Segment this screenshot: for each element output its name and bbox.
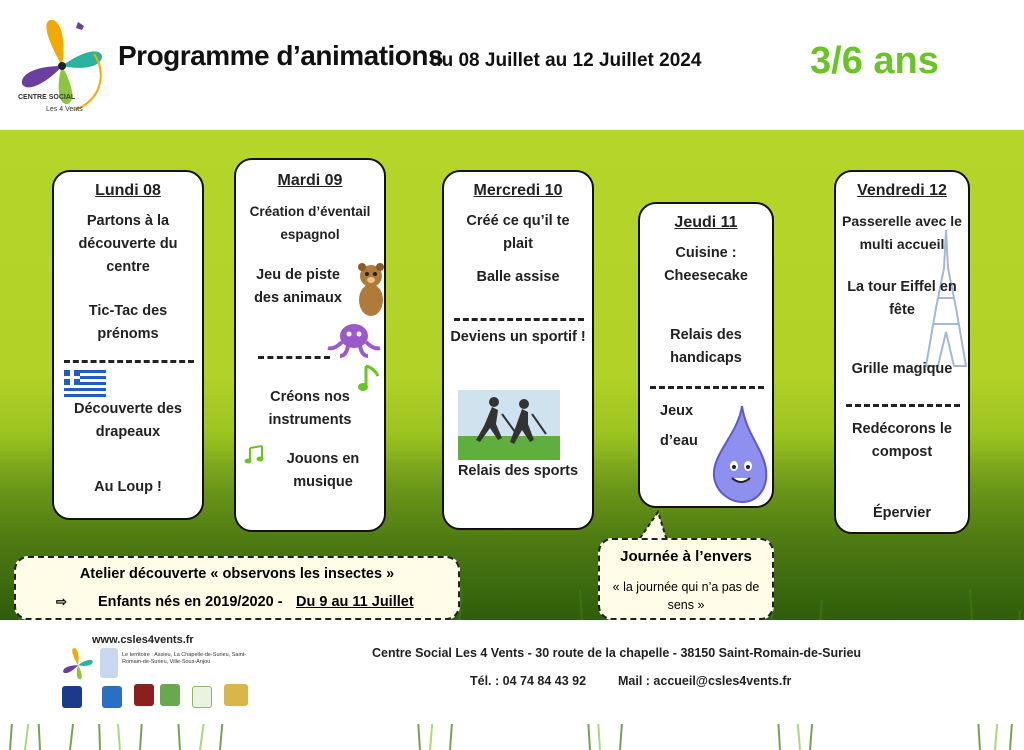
activity-mercredi-1: Créé ce qu’il te plait	[466, 213, 570, 252]
activity-mardi-1: Création d’éventail espagnol	[249, 204, 371, 242]
partner-logo-4	[160, 684, 180, 706]
partner-logo-6	[224, 684, 248, 706]
partner-logo-3	[134, 684, 154, 706]
activity-jeudi-3: Jeux	[660, 403, 694, 419]
atelier-line: Enfants nés en 2019/2020 -	[98, 594, 283, 610]
card-jeudi	[638, 202, 774, 508]
bear-icon	[356, 262, 386, 320]
separator	[650, 386, 764, 389]
separator	[846, 404, 960, 407]
email[interactable]: Mail : accueil@csles4vents.fr	[618, 674, 792, 688]
day-label-mercredi: Mercredi 10	[473, 182, 563, 199]
day-label-lundi: Lundi 08	[95, 182, 161, 199]
card-mercredi	[442, 170, 594, 530]
water-drop-icon	[708, 404, 770, 504]
territory-map-icon	[100, 648, 118, 678]
day-label-jeudi: Jeudi 11	[674, 214, 738, 231]
card-mardi	[234, 158, 386, 532]
greek-flag-icon	[64, 370, 106, 398]
separator	[454, 318, 584, 321]
music-notes-icon	[244, 444, 268, 466]
partner-logo-2	[102, 686, 122, 708]
octopus-icon	[326, 322, 382, 358]
journee-title: Journée à l’envers	[620, 548, 752, 565]
partner-logo-5	[192, 686, 212, 708]
hockey-players-image	[458, 390, 560, 460]
activity-lundi-1: Partons à la découverte du centre	[78, 213, 178, 275]
activity-mercredi-2: Balle assise	[476, 269, 560, 285]
activity-mercredi-3: Deviens un sportif !	[450, 329, 586, 345]
logo-line-2: Les 4 Vents	[46, 106, 83, 113]
activity-jeudi-2: Relais des handicaps	[670, 327, 742, 366]
activity-vendredi-3: Grille magique	[851, 361, 953, 377]
activity-jeudi-4: d’eau	[660, 433, 698, 449]
journee-box	[598, 538, 774, 620]
activity-vendredi-2: La tour Eiffel en fête	[847, 279, 957, 318]
phone: Tél. : 04 74 84 43 92	[470, 674, 587, 688]
activity-lundi-2: Tic-Tac des prénoms	[88, 303, 168, 342]
separator	[64, 360, 194, 363]
activity-mardi-2: Jeu de piste des animaux	[254, 267, 342, 306]
website-link[interactable]: www.csles4vents.fr	[92, 634, 194, 646]
age-group: 3/6 ans	[810, 40, 939, 82]
footer-logo	[60, 646, 96, 686]
atelier-dates: Du 9 au 11 Juillet	[296, 594, 414, 610]
atelier-title: Atelier découverte « observons les insectes »	[79, 566, 395, 582]
card-lundi	[52, 170, 204, 520]
activity-mercredi-4: Relais des sports	[457, 463, 579, 479]
activity-vendredi-5: Épervier	[872, 505, 932, 521]
date-range: du 08 Juillet au 12 Juillet 2024	[430, 50, 702, 71]
territory-text: Le territoire : Assieu, La Chapelle-de-Surieu, Saint-Romain-de-Surieu, Ville-Sous-Anjou	[122, 652, 247, 665]
footer	[0, 620, 1024, 724]
journee-text: « la journée qui n’a pas de sens »	[612, 580, 760, 612]
logo-line-1: CENTRE SOCIAL	[18, 94, 76, 101]
page-title: Programme d’animations	[118, 40, 444, 71]
arrow-icon: ⇨	[56, 594, 67, 609]
activity-jeudi-1: Cuisine : Cheesecake	[664, 245, 748, 284]
day-label-vendredi: Vendredi 12	[857, 182, 947, 199]
activity-vendredi-4: Redécorons le compost	[852, 421, 952, 460]
day-label-mardi: Mardi 09	[277, 172, 343, 189]
header	[0, 0, 1024, 130]
activity-lundi-3: Découverte des drapeaux	[74, 401, 182, 440]
separator	[258, 356, 330, 359]
activity-mardi-4: Jouons en musique	[286, 451, 360, 490]
music-note-icon	[358, 362, 380, 394]
address: Centre Social Les 4 Vents - 30 route de la chapelle - 38150 Saint-Romain-de-Surieu	[372, 646, 862, 660]
activity-lundi-4: Au Loup !	[94, 479, 162, 495]
activity-vendredi-1: Passerelle avec le multi accueil	[842, 213, 962, 252]
partner-logo-1	[62, 686, 82, 708]
card-vendredi	[834, 170, 970, 534]
activity-mardi-3: Créons nos instruments	[268, 389, 352, 428]
atelier-box	[14, 556, 460, 620]
